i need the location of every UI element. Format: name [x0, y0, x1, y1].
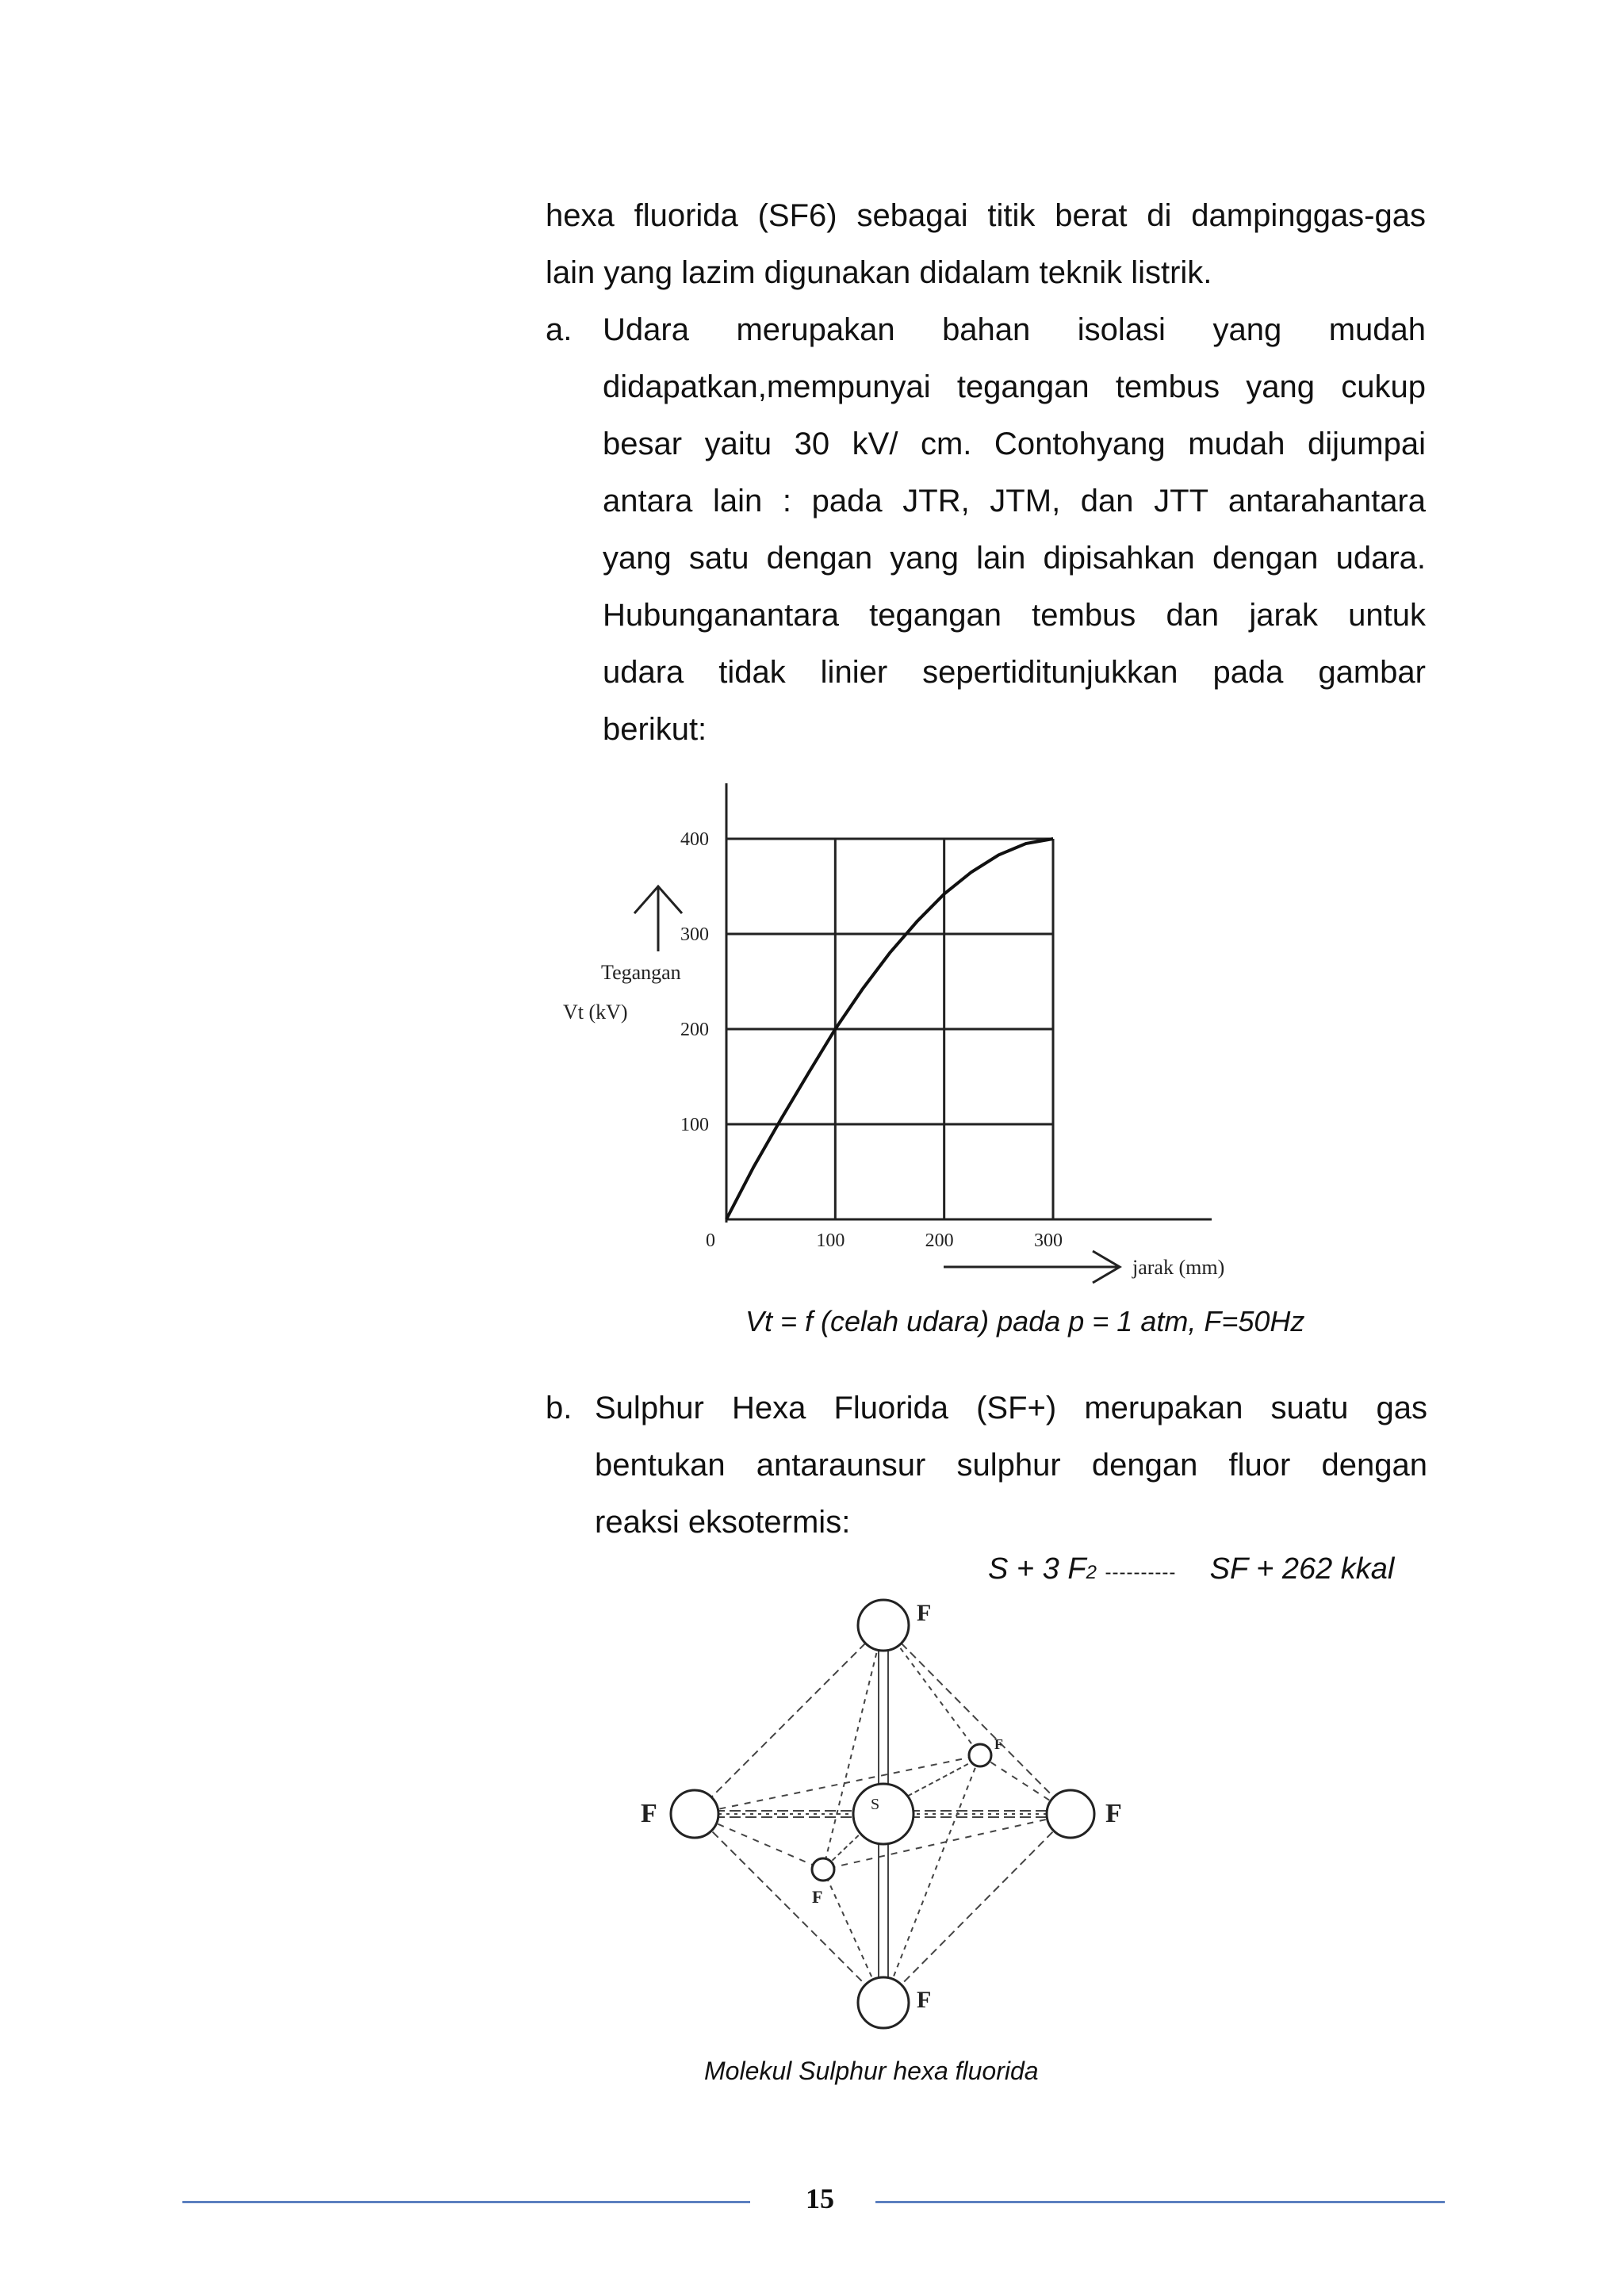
molecule-caption: Molekul Sulphur hexa fluorida [704, 2057, 1039, 2085]
x-tick-label-300: 300 [1034, 1230, 1063, 1251]
item-a-line-3: besar yaitu 30 kV/ cm. Contohyang mudah dijumpai [603, 427, 1426, 461]
item-a-line-7: udara tidak linier sepertiditunjukkan pada gambar [603, 655, 1426, 690]
item-b-line-2: bentukan antaraunsur sulphur dengan fluor dengan [595, 1448, 1427, 1483]
item-a-line-5: yang satu dengan yang lain dipisahkan dengan udara. [603, 541, 1426, 576]
x-tick-label-100: 100 [816, 1230, 845, 1251]
y-tick-label-100: 100 [680, 1115, 709, 1135]
sulphur-atom [853, 1784, 914, 1844]
breakdown-voltage-chart [547, 777, 1293, 1300]
intro-line-1: hexa fluorida (SF6) sebagai titik berat di dampinggas-gas [546, 198, 1426, 233]
item-b-marker: b. [546, 1391, 573, 1425]
chart-grid [726, 839, 1053, 1219]
equation-right: SF + 262 kkal [1209, 1552, 1395, 1586]
footer-rule-right [875, 2201, 1445, 2203]
item-a-paragraph [603, 301, 1426, 758]
sf6-molecule-diagram [626, 1586, 1150, 2053]
y-tick-label-400: 400 [680, 829, 709, 850]
item-b-line-3: reaksi eksotermis: [595, 1505, 851, 1540]
item-a-line-6: Hubunganantara tegangan tembus dan jarak untuk [603, 598, 1426, 633]
x-tick-label-200: 200 [925, 1230, 954, 1251]
item-a-line-4: antara lain : pada JTR, JTM, dan JTT antarahantara [603, 484, 1426, 519]
item-a-marker: a. [546, 312, 573, 347]
chart-caption: Vt = f (celah udara) pada p = 1 atm, F=50Hz [745, 1305, 1305, 1337]
y-axis-label-line2: Vt (kV) [563, 1001, 628, 1024]
reaction-equation [988, 1552, 1394, 1586]
equation-subscript: 2 [1086, 1562, 1097, 1583]
atom-label-front: F [812, 1887, 823, 1907]
fluorine-atom-left [671, 1790, 718, 1838]
atom-label-right: F [1105, 1799, 1122, 1828]
y-tick-label-300: 300 [680, 924, 709, 945]
x-tick-label-0: 0 [706, 1230, 715, 1251]
equation-dashes: ---------- [1105, 1562, 1177, 1583]
y-tick-label-200: 200 [680, 1020, 709, 1040]
chart-axes [726, 783, 1212, 1223]
fluorine-atom-back [969, 1744, 991, 1766]
equation-left: S + 3 F [988, 1552, 1086, 1586]
atom-label-back: F [994, 1736, 1003, 1752]
center-atom-label: S [871, 1796, 880, 1813]
atom-label-bottom: F [917, 1987, 932, 2013]
item-a-line-1: Udara merupakan bahan isolasi yang mudah [603, 312, 1426, 347]
intro-line-2: lain yang lazim digunakan didalam teknik listrik. [546, 255, 1212, 290]
item-b-line-1: Sulphur Hexa Fluorida (SF+) merupakan suatu gas [595, 1391, 1427, 1425]
fluorine-atom-front [812, 1858, 834, 1881]
y-axis-label-line1: Tegangan [601, 961, 681, 984]
y-axis-arrow [634, 886, 682, 951]
x-axis-label: jarak (mm) [1132, 1256, 1225, 1279]
footer-rule-left [182, 2201, 750, 2203]
item-b-paragraph [595, 1380, 1427, 1551]
atom-label-top: F [917, 1600, 932, 1626]
fluorine-atom-right [1047, 1790, 1094, 1838]
item-a-line-8: berikut: [603, 712, 707, 747]
page-number: 15 [806, 2183, 834, 2214]
fluorine-atom-top [858, 1600, 909, 1651]
atom-label-left: F [641, 1799, 657, 1828]
fluorine-atom-bottom [858, 1977, 909, 2028]
x-axis-arrow [944, 1251, 1120, 1283]
intro-paragraph [546, 187, 1426, 301]
chart-tick-labels [680, 829, 1063, 1251]
item-a-line-2: didapatkan,mempunyai tegangan tembus yang cukup [603, 369, 1426, 404]
